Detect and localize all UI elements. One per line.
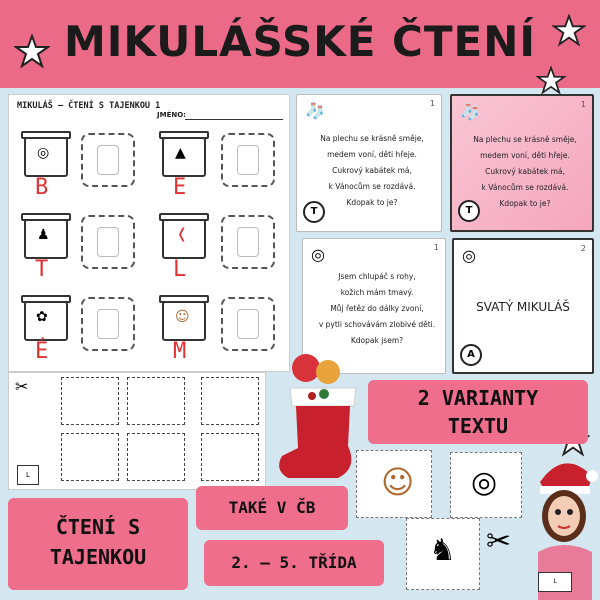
- page-title: MIKULÁŠSKÉ ČTENÍ: [63, 17, 536, 66]
- star-icon: [14, 34, 50, 70]
- cutout-gingerbread: [356, 450, 432, 518]
- card-number: 1: [433, 243, 439, 252]
- cut-cell: [201, 377, 259, 425]
- answer-box: [221, 133, 275, 187]
- answer-circle: T: [303, 201, 325, 223]
- card-number: 1: [429, 99, 435, 108]
- logo-icon: L: [17, 465, 39, 485]
- holly-icon: ✿: [36, 309, 48, 325]
- cteni-label: ČTENÍ S TAJENKOU: [8, 498, 188, 590]
- card-number: 2: [580, 244, 586, 253]
- answer-box: [221, 297, 275, 351]
- cut-cell: [61, 433, 119, 481]
- star-icon: [552, 14, 586, 48]
- card-number: 1: [580, 100, 586, 109]
- name-line: [185, 119, 283, 120]
- logo-icon: L: [538, 572, 572, 592]
- card-text: Na plechu se krásně směje, medem voní, děti hřeje. Cukrový kabátek má, k Vánocům se rozdává. Kdopak to je?: [473, 135, 577, 208]
- cut-out-strip: [8, 372, 266, 490]
- wreath-icon: ◎: [471, 465, 498, 500]
- cut-cell: [201, 433, 259, 481]
- cut-cell: [127, 433, 185, 481]
- tajenka-letter: É: [35, 339, 49, 364]
- gingerbread-icon: ☺: [381, 463, 415, 501]
- stocking-icon: 🧦: [460, 102, 480, 121]
- answer-box: [81, 133, 135, 187]
- card-pink: [450, 94, 594, 232]
- card-answer-text: SVATÝ MIKULÁŠ: [476, 300, 570, 314]
- wreath-icon: ◎: [311, 245, 325, 264]
- card-white: [296, 94, 442, 232]
- candy-cane-icon: ❬: [176, 226, 188, 242]
- krampus-icon: ♞: [429, 533, 456, 568]
- card-text: Na plechu se krásně směje, medem voní, děti hřeje. Cukrový kabátek má, k Vánocům se rozdává. Kdopak to je?: [320, 134, 424, 207]
- wreath-icon: ◎: [37, 145, 50, 161]
- cut-cell: [61, 377, 119, 425]
- cutout-wreath: [450, 452, 522, 518]
- tajenka-letter: M: [173, 339, 187, 364]
- answer-box: [81, 297, 135, 351]
- answer-box: [221, 215, 275, 269]
- gingerbread-icon: ☺: [175, 309, 190, 325]
- card-mikulas: [452, 238, 594, 374]
- star-icon: [536, 66, 566, 96]
- cut-cell: [127, 377, 185, 425]
- card-text: Jsem chlupáč s rohy, kožich mám tmavý. Můj řetěz do dálky zvoní, v pytli schovávám zlobivé děti. Kdopak jsem?: [318, 272, 436, 345]
- cutout-krampus: [406, 518, 480, 590]
- scissors-icon: ✂: [15, 377, 29, 396]
- tajenka-letter: L: [173, 257, 187, 282]
- trida-label: 2. – 5. TŘÍDA: [204, 540, 384, 586]
- tree-icon: ▲: [175, 145, 186, 161]
- answer-circle: T: [458, 200, 480, 222]
- worksheet-title: MIKULÁŠ – ČTENÍ S TAJENKOU 1: [17, 101, 161, 111]
- stocking-icon: 🧦: [305, 101, 325, 120]
- varianty-label: 2 VARIANTY TEXTU: [368, 380, 588, 444]
- worksheet-preview: [8, 94, 290, 372]
- answer-box: [81, 215, 135, 269]
- wreath-icon: ◎: [462, 246, 476, 265]
- scissors-icon: ✂: [486, 524, 512, 559]
- tajenka-letter: E: [173, 175, 187, 200]
- cb-label: TAKÉ V ČB: [196, 486, 348, 530]
- name-label: JMÉNO:: [157, 111, 186, 119]
- answer-circle: A: [460, 344, 482, 366]
- tajenka-letter: B: [35, 175, 49, 200]
- tajenka-letter: T: [35, 257, 49, 282]
- stocking-icon: ♟: [37, 227, 50, 243]
